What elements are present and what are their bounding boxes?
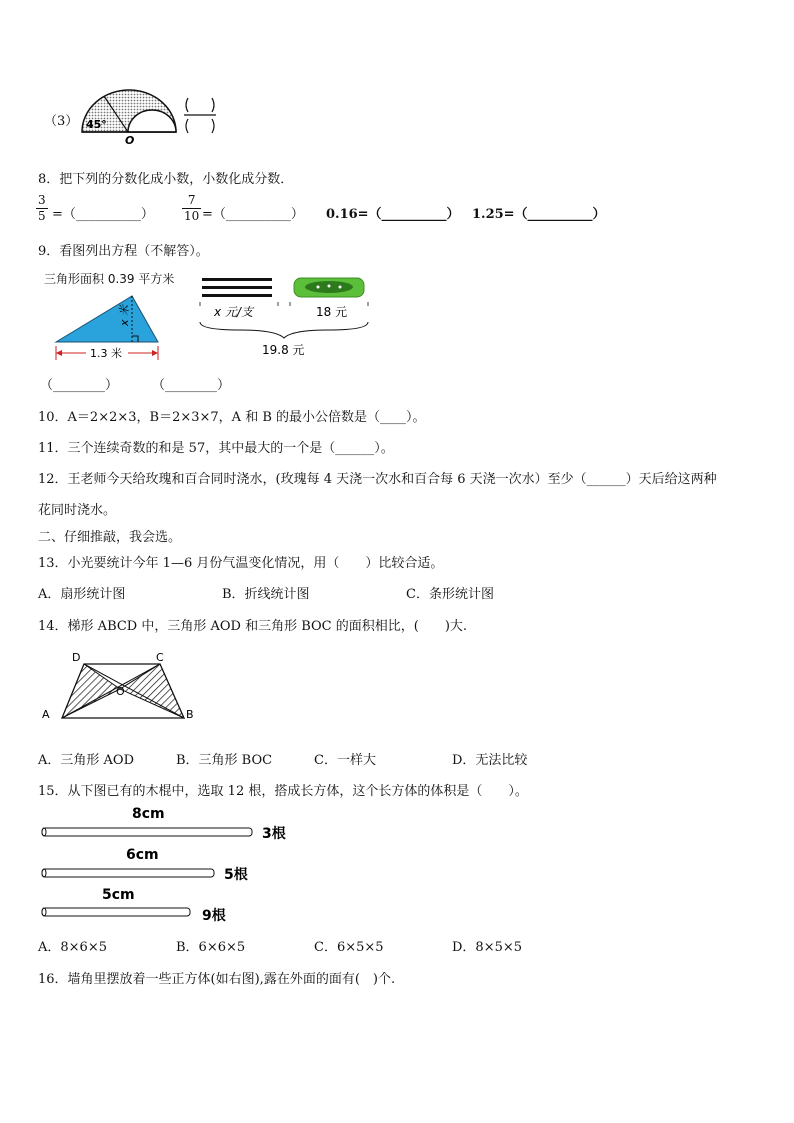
q15-stick-1-length: 8cm: [132, 806, 165, 822]
q8-fraction-2-denominator: 10: [184, 209, 200, 223]
q8-fraction-1: [36, 193, 48, 224]
q9-pen-label: x 元/支: [214, 305, 253, 319]
q14-label-d: D: [72, 651, 81, 664]
q15-option-d[interactable]: D．8×5×5: [452, 940, 523, 955]
q8-blank-2[interactable]: =（__________）: [202, 207, 304, 222]
q15-sticks-figure: [36, 802, 306, 928]
q14-option-a[interactable]: A．三角形 AOD: [38, 753, 134, 768]
q9-price-figure: [196, 270, 376, 362]
section2-title: 二、仔细推敲，我会选。: [38, 530, 182, 545]
q13-option-c[interactable]: C．条形统计图: [406, 587, 494, 602]
q9-triangle-figure: [48, 290, 168, 366]
q15-text: 15．从下图已有的木棍中，选取 12 根，搭成长方体，这个长方体的体积是（ ）。: [38, 784, 528, 799]
q7-part-label: （3）: [44, 114, 79, 129]
q14-trapezoid-figure: [36, 646, 206, 724]
q14-label-a: A: [42, 708, 50, 721]
q14-label-c: C: [156, 651, 164, 664]
q7-angle-label: 45°: [86, 118, 107, 131]
q8-fraction-2: [182, 193, 201, 224]
q7-answer-fraction: [180, 94, 220, 138]
q12-text-line2: 花同时浇水。: [38, 503, 117, 518]
q8-blank-4[interactable]: 1.25=（__________）: [472, 207, 606, 222]
q9-box-label: 18 元: [316, 305, 348, 319]
q15-stick-2-length: 6cm: [126, 847, 159, 863]
q13-text: 13．小光要统计今年 1—6 月份气温变化情况，用（ ）比较合适。: [38, 556, 444, 571]
q15-stick-3-length: 5cm: [102, 887, 135, 903]
q15-option-a[interactable]: A．8×6×5: [38, 940, 107, 955]
q9-answer-blank-2[interactable]: （________）: [152, 378, 231, 393]
q7-semicircle-figure: [76, 84, 186, 148]
q15-option-c[interactable]: C．6×5×5: [314, 940, 384, 955]
q14-option-b[interactable]: B．三角形 BOC: [176, 753, 273, 768]
q13-option-a[interactable]: A．扇形统计图: [38, 587, 126, 602]
q12-text-line1: 12．王老师今天给玫瑰和百合同时浇水，(玫瑰每 4 天浇一次水和百合每 6 天浇一次水）至少（______）天后给这两种: [38, 472, 717, 487]
q9-height-label: x 米: [118, 304, 131, 326]
q9-base-label: 1.3 米: [90, 347, 122, 360]
q15-stick-2-count: 5根: [224, 867, 248, 883]
q10-text: 10．A＝2×2×3，B＝2×3×7，A 和 B 的最小公倍数是（____）。: [38, 410, 426, 425]
q14-label-b: B: [186, 708, 194, 721]
q9-answer-blank-1[interactable]: （________）: [40, 378, 119, 393]
q8-blank-1[interactable]: =（__________）: [52, 207, 154, 222]
q9-text: 9．看图列出方程（不解答）。: [38, 244, 209, 259]
q8-fraction-1-denominator: 5: [38, 209, 46, 223]
q8-text: 8．把下列的分数化成小数，小数化成分数．: [38, 172, 294, 187]
q8-fraction-2-numerator: 7: [182, 193, 201, 209]
q8-fraction-1-numerator: 3: [38, 193, 46, 207]
q7-center-label: O: [125, 134, 135, 147]
q14-option-c[interactable]: C．一样大: [314, 753, 376, 768]
q15-option-b[interactable]: B．6×6×5: [176, 940, 246, 955]
q8-blank-3[interactable]: 0.16=（__________）: [326, 207, 460, 222]
q14-label-o: O: [116, 685, 125, 698]
q11-text: 11．三个连续奇数的和是 57，其中最大的一个是（______）。: [38, 441, 394, 456]
q9-total-label: 19.8 元: [262, 343, 305, 357]
q9-triangle-area-label: 三角形面积 0.39 平方米: [44, 272, 175, 286]
q13-option-b[interactable]: B．折线统计图: [222, 587, 310, 602]
q15-stick-3-count: 9根: [202, 908, 226, 924]
q14-option-d[interactable]: D．无法比较: [452, 753, 528, 768]
q15-stick-1-count: 3根: [262, 826, 286, 842]
q16-text: 16．墙角里摆放着一些正方体(如右图),露在外面的面有( )个.: [38, 972, 396, 987]
q14-text: 14．梯形 ABCD 中，三角形 AOD 和三角形 BOC 的面积相比，( )大.: [38, 619, 468, 634]
